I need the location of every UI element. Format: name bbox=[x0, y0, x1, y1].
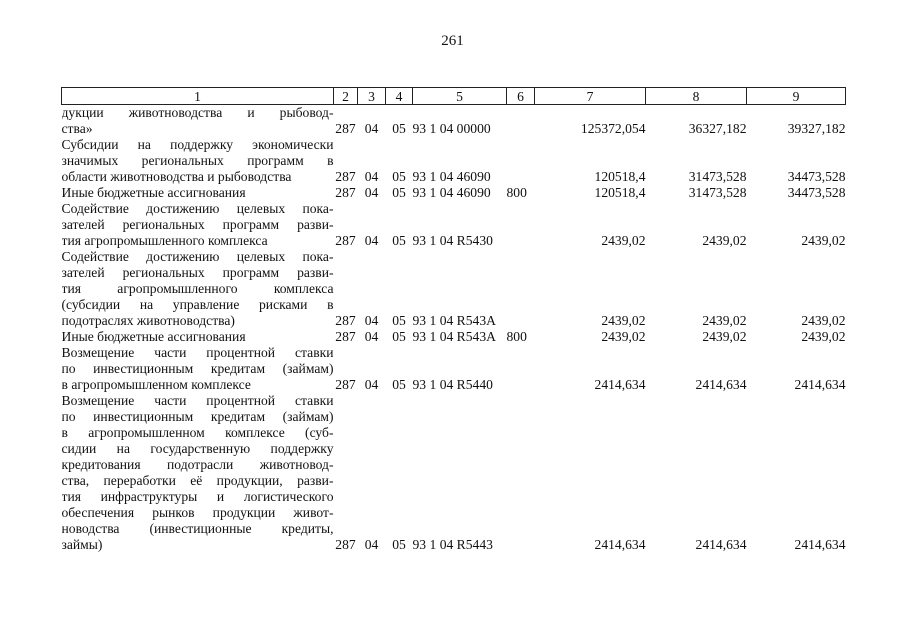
subsection-code: 05 bbox=[392, 185, 406, 200]
column-header: 5 bbox=[413, 88, 507, 105]
amount-year-1: 2439,02 bbox=[601, 329, 646, 344]
table-row bbox=[62, 329, 846, 345]
item-name bbox=[62, 249, 334, 329]
table-row bbox=[62, 185, 846, 201]
expense-type-code bbox=[507, 345, 535, 393]
item-name-line: тия инфраструктуры и логистического bbox=[61, 489, 334, 504]
target-article-code: 93 1 04 46090 bbox=[412, 169, 491, 184]
item-name-line: Содействие достижению целевых пока- bbox=[61, 249, 334, 264]
target-article-code: 93 1 04 46090 bbox=[412, 185, 491, 200]
amount-year-1: 2439,02 bbox=[601, 313, 646, 328]
item-name bbox=[62, 393, 334, 553]
amount-year-2: 2439,02 bbox=[702, 329, 747, 344]
item-name-line: обеспечения рынков продукции живот- bbox=[61, 505, 334, 520]
item-name-line: по инвестиционным кредитам (займам) bbox=[61, 361, 334, 376]
item-name-line: Иные бюджетные ассигнования bbox=[61, 329, 246, 344]
item-name-line: ства, переработки её продукции, разви- bbox=[61, 473, 334, 488]
item-name-line: значимых региональных программ в bbox=[61, 153, 334, 168]
amount-year-3: 2439,02 bbox=[801, 313, 846, 328]
amount-year-3: 2439,02 bbox=[801, 233, 846, 248]
item-name-line: тия агропромышленного комплекса bbox=[61, 281, 334, 296]
target-article-code: 93 1 04 00000 bbox=[412, 121, 491, 136]
item-name-line: Возмещение части процентной ставки bbox=[61, 393, 334, 408]
expense-type-code bbox=[507, 105, 535, 138]
expense-type-code bbox=[507, 137, 535, 185]
ministry-code: 287 bbox=[335, 313, 356, 328]
item-name-line: подотраслях животноводства) bbox=[61, 313, 235, 328]
table-row bbox=[62, 393, 846, 553]
subsection-code: 05 bbox=[392, 121, 406, 136]
amount-year-1: 2414,634 bbox=[594, 537, 646, 552]
section-code: 04 bbox=[364, 377, 379, 392]
item-name-line: области животноводства и рыбоводства bbox=[61, 169, 292, 184]
budget-table bbox=[61, 87, 846, 553]
ministry-code: 287 bbox=[335, 537, 356, 552]
item-name-line: Субсидии на поддержку экономически bbox=[61, 137, 334, 152]
column-header: 9 bbox=[747, 88, 846, 105]
expense-type-code: 800 bbox=[506, 329, 527, 344]
item-name-line: Возмещение части процентной ставки bbox=[61, 345, 334, 360]
item-name-line: новодства (инвестиционные кредиты, bbox=[61, 521, 334, 536]
subsection-code: 05 bbox=[392, 537, 406, 552]
column-header: 3 bbox=[358, 88, 386, 105]
target-article-code: 93 1 04 R543A bbox=[412, 313, 496, 328]
subsection-code: 05 bbox=[392, 169, 406, 184]
section-code: 04 bbox=[364, 185, 379, 200]
item-name-line: Иные бюджетные ассигнования bbox=[61, 185, 246, 200]
item-name-line: ства» bbox=[61, 121, 93, 136]
section-code: 04 bbox=[364, 233, 379, 248]
amount-year-3: 2414,634 bbox=[794, 537, 846, 552]
target-article-code: 93 1 04 R5443 bbox=[412, 537, 493, 552]
column-header: 4 bbox=[386, 88, 413, 105]
item-name-line: в агропромышленном комплексе bbox=[61, 377, 251, 392]
amount-year-2: 31473,528 bbox=[688, 185, 747, 200]
column-number-row bbox=[62, 88, 846, 105]
amount-year-1: 2414,634 bbox=[594, 377, 646, 392]
subsection-code: 05 bbox=[392, 329, 406, 344]
amount-year-2: 2414,634 bbox=[695, 377, 747, 392]
item-name-line: (субсидии на управление рисками в bbox=[61, 297, 334, 312]
column-header: 1 bbox=[62, 88, 334, 105]
ministry-code: 287 bbox=[335, 121, 356, 136]
amount-year-3: 2414,634 bbox=[794, 377, 846, 392]
table-row bbox=[62, 201, 846, 249]
amount-year-3: 34473,528 bbox=[787, 169, 846, 184]
amount-year-2: 36327,182 bbox=[688, 121, 747, 136]
expense-type-code bbox=[507, 201, 535, 249]
ministry-code: 287 bbox=[335, 377, 356, 392]
amount-year-3: 39327,182 bbox=[787, 121, 846, 136]
amount-year-1: 2439,02 bbox=[601, 233, 646, 248]
section-code: 04 bbox=[364, 329, 379, 344]
expense-type-code bbox=[507, 249, 535, 329]
item-name bbox=[62, 185, 334, 201]
item-name-line: Содействие достижению целевых пока- bbox=[61, 201, 334, 216]
item-name-line: зателей региональных программ разви- bbox=[61, 217, 334, 232]
item-name-line: займы) bbox=[61, 537, 103, 552]
column-header: 8 bbox=[646, 88, 747, 105]
target-article-code: 93 1 04 R5430 bbox=[412, 233, 493, 248]
table-row bbox=[62, 137, 846, 185]
subsection-code: 05 bbox=[392, 233, 406, 248]
item-name-line: в агропромышленном комплексе (суб- bbox=[61, 425, 334, 440]
item-name-line: кредитования подотрасли животновод- bbox=[61, 457, 334, 472]
item-name-line: сидии на государственную поддержку bbox=[61, 441, 334, 456]
ministry-code: 287 bbox=[335, 329, 356, 344]
ministry-code: 287 bbox=[335, 185, 356, 200]
item-name bbox=[62, 201, 334, 249]
expense-type-code: 800 bbox=[506, 185, 527, 200]
amount-year-1: 120518,4 bbox=[594, 169, 646, 184]
item-name bbox=[62, 105, 334, 138]
ministry-code: 287 bbox=[335, 233, 356, 248]
subsection-code: 05 bbox=[392, 377, 406, 392]
item-name-line: тия агропромышленного комплекса bbox=[61, 233, 268, 248]
item-name bbox=[62, 345, 334, 393]
item-name-line: по инвестиционным кредитам (займам) bbox=[61, 409, 334, 424]
section-code: 04 bbox=[364, 169, 379, 184]
table-row bbox=[62, 345, 846, 393]
table-row bbox=[62, 105, 846, 138]
expense-type-code bbox=[507, 393, 535, 553]
amount-year-2: 31473,528 bbox=[688, 169, 747, 184]
section-code: 04 bbox=[364, 313, 379, 328]
column-header: 7 bbox=[535, 88, 646, 105]
column-header: 2 bbox=[334, 88, 358, 105]
amount-year-1: 120518,4 bbox=[594, 185, 646, 200]
amount-year-3: 2439,02 bbox=[801, 329, 846, 344]
amount-year-2: 2414,634 bbox=[695, 537, 747, 552]
subsection-code: 05 bbox=[392, 313, 406, 328]
amount-year-2: 2439,02 bbox=[702, 313, 747, 328]
page-number: 261 bbox=[441, 33, 464, 49]
item-name bbox=[62, 329, 334, 345]
table-row bbox=[62, 249, 846, 329]
column-header: 6 bbox=[507, 88, 535, 105]
item-name bbox=[62, 137, 334, 185]
section-code: 04 bbox=[364, 121, 379, 136]
section-code: 04 bbox=[364, 537, 379, 552]
amount-year-3: 34473,528 bbox=[787, 185, 846, 200]
item-name-line: зателей региональных программ разви- bbox=[61, 265, 334, 280]
amount-year-1: 125372,054 bbox=[580, 121, 646, 136]
item-name-line: дукции животноводства и рыбовод- bbox=[61, 105, 334, 120]
ministry-code: 287 bbox=[335, 169, 356, 184]
table-body bbox=[62, 105, 846, 554]
target-article-code: 93 1 04 R543A bbox=[412, 329, 496, 344]
amount-year-2: 2439,02 bbox=[702, 233, 747, 248]
target-article-code: 93 1 04 R5440 bbox=[412, 377, 493, 392]
